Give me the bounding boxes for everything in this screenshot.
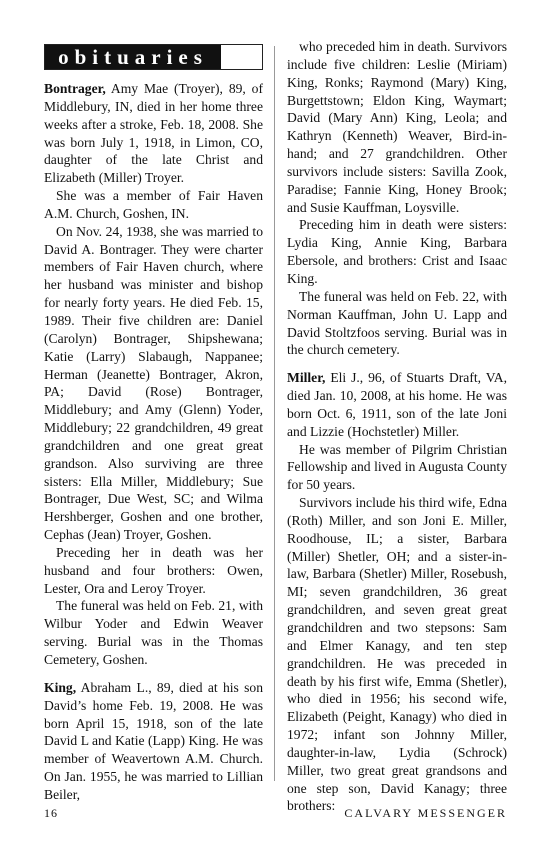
page-footer xyxy=(44,806,507,821)
obituary-name: King, xyxy=(44,679,77,695)
section-title: obituaries xyxy=(45,45,221,69)
obituary-bontrager-intro xyxy=(44,80,263,187)
obituary-miller-intro xyxy=(287,369,507,440)
right-column xyxy=(287,38,507,815)
publication-name: CALVARY MESSENGER xyxy=(344,806,507,820)
obituary-king-intro xyxy=(44,679,263,804)
page-number: 16 xyxy=(44,806,58,820)
paragraph: Preceding him in death were sisters: Lydia King, Annie King, Barbara Ebersole, and brothers: Crist and Isaac King. xyxy=(287,217,507,286)
paragraph: The funeral was held on Feb. 22, with Norman Kauffman, John U. Lapp and David Stoltzfoos serving. Burial was in the church cemetery. xyxy=(287,288,507,358)
paragraph: who preceded him in death. Survivors include five children: Leslie (Miriam) King, Ronks; Raymond (Mary) King, Burgettstown; Eldon King, Waymart; David (Mary Ann) King, Leola; and Kathryn (Kenneth) Weaver, Bird-in-hand; and 27 grandchildren. Other survivors include sisters: Savilla Zook, Paradise; Fannie King, Honey Brook; and Susie Kauffman, Loysville. xyxy=(287,39,507,215)
paragraph: He was member of Pilgrim Christian Fellowship and lived in Augusta County for 50 years. xyxy=(287,441,507,493)
obituary-name: Bontrager, xyxy=(44,81,106,96)
paragraph: Preceding her in death was her husband and four brothers: Owen, Lester, Ora and Leroy Troyer. xyxy=(44,544,263,596)
paragraph: Survivors include his third wife, Edna (Roth) Miller, and son Joni E. Miller, Roodhouse, IL; a sister, Barbara (Miller) Shetler, OH; and a sister-in-law, Barbara (Shetler) Miller, Rosebush, MI; seven grandchildren, 36 great grandchildren, and seven great great grandchildren and two stepsons: Sam and Elmer Kanagy, and ten step grandchildren. He was preceded in death by his first wife, Emma (Shetler), who died in 1956; his second wife, Elizabeth (Peight, Kanagy) who died in 1972; infant son Johnny Miller, daughter-in-law, Lydia (Schrock) Miller, two great great grandsons and one step son, David Kanagy; three brothers: xyxy=(287,495,507,814)
section-header xyxy=(44,44,263,70)
column-divider xyxy=(274,46,275,781)
obituary-text: Abraham L., 89, died at his son David’s home Feb. 19, 2008. He was born April 15, 1918, son of the late David L and Katie (Lapp) King. He was member of Weavertown A.M. Church. On Jan. 1955, he was married to Lillian Beiler, xyxy=(44,679,263,802)
paragraph: She was a member of Fair Haven A.M. Church, Goshen, IN. xyxy=(44,188,263,221)
left-column xyxy=(44,80,263,804)
obituary-name: Miller, xyxy=(287,370,326,386)
paragraph: The funeral was held on Feb. 21, with Wilbur Yoder and Edwin Weaver serving. Burial was in the Thomas Cemetery, Goshen. xyxy=(44,598,263,667)
obituary-text: Amy Mae (Troyer), 89, of Middlebury, IN, died in her home three weeks after a stroke, Feb. 18, 2008. She was born July 1, 1918, in Limon, CO, daughter of the late Christ and Elizabeth (Miller) Troyer. xyxy=(44,81,263,186)
obituary-text: Eli J., 96, of Stuarts Draft, VA, died Jan. 10, 2008, at his home. He was born Oct. 6, 1911, son of the late Joni and Lizzie (Hochstetler) Miller. xyxy=(287,370,507,439)
paragraph: On Nov. 24, 1938, she was married to David A. Bontrager. They were charter members of Fair Haven church, where her husband was minister and bishop for nearly forty years. He died Feb. 15, 1989. Their five children are: Daniel (Carolyn) Bontrager, Shipshewana; Katie (Larry) Slabaugh, Nappanee; Herman (Jeanette) Bontrager, Akron, PA; David (Rose) Bontrager, Middlebury; and Amy (Glenn) Yoder, Middlebury; 22 grandchildren, 49 great grandchildren and one great great grandson. Also surviving are three sisters: Ella Miller, Middlebury; Sue Bontrager, Due West, SC; and Wilma Hershberger, Goshen and one brother, Cephas (Jean) Troyer, Goshen. xyxy=(44,223,263,543)
